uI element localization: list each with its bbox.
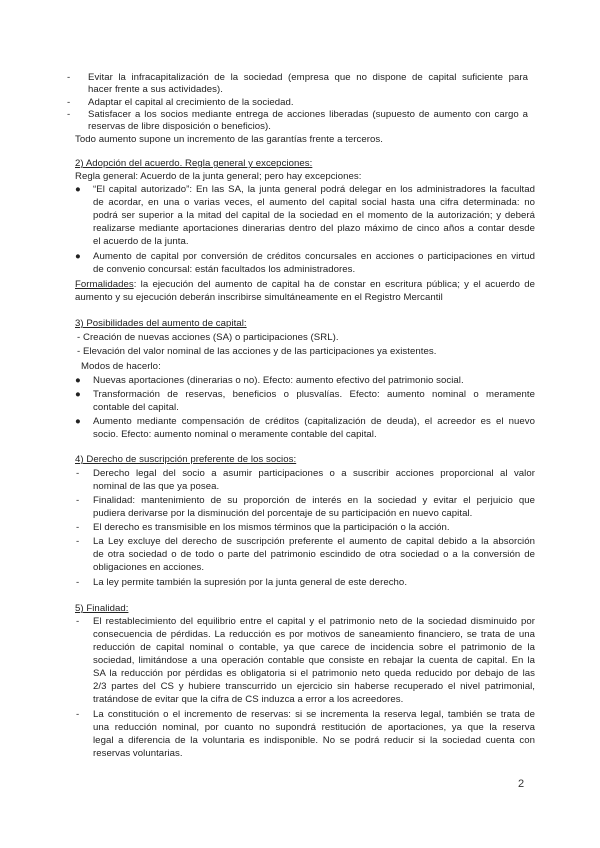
text-line: 2/3 partes del CS y hubiere transcurrido un ejercicio sin haberse recuperado el nivel patrimonial, (93, 681, 535, 692)
text-line: Derecho legal del socio a asumir participaciones o a suscribir acciones proporcional al valor (93, 468, 535, 479)
bullet-icon: ● (75, 184, 81, 195)
text-line: reducción de capital nominal o contable, ya que carece de incidencia sobre el patrimonio de la (93, 642, 535, 653)
modes-label: Modos de hacerlo: (81, 361, 161, 372)
text-line: de convenio concursal: están facultados los administradores. (93, 264, 356, 275)
section-4-heading: 4) Derecho de suscripción preferente de los socios: (75, 454, 297, 465)
section-2-heading: 2) Adopción del acuerdo. Regla general y excepciones: (75, 158, 313, 169)
text-line: Adaptar el capital al crecimiento de la sociedad. (88, 97, 294, 108)
list-marker: - (67, 72, 71, 83)
section-3-heading: 3) Posibilidades del aumento de capital: (75, 318, 247, 329)
text-line: de acordar, en una o varias veces, el aumento del capital social hasta una cifra determinada: no (93, 197, 535, 208)
text-line: Finalidad: mantenimiento de su proporción de interés en la sociedad y evitar el perjuicio que (93, 495, 535, 506)
text-line: Evitar la infracapitalización de la sociedad (empresa que no dispone de capital suficiente para (88, 72, 528, 83)
text-line: sociedad, limitándose a una operación contable que consiste en rebajar la cuenta de capital. En la (93, 655, 535, 666)
bullet-icon: ● (75, 375, 81, 386)
text-line: el acuerdo de la junta. (93, 236, 189, 247)
text-line: obligaciones en acciones. (93, 562, 205, 573)
text-line: La constitución o el incremento de reservas: si se incrementa la reserva legal, también se trata de (93, 709, 535, 720)
list-marker: - (76, 536, 80, 547)
rule-text: Regla general: Acuerdo de la junta general; pero hay excepciones: (75, 171, 362, 182)
text-line: aumento y su ejecución deberán inscribirse simultáneamente en el Registro Mercantil (75, 292, 443, 303)
text-line: de otra sociedad o de todo o parte del patrimonio escindido de otra sociedad o a la conversión de (93, 549, 535, 560)
list-marker: - (76, 468, 80, 479)
text-line: una reducción nominal, por cuanto no supondrá restitución de aportaciones, ya que la reserva (93, 722, 535, 733)
list-marker: - (76, 709, 80, 720)
text-line: “El capital autorizado”: En las SA, la junta general podrá delegar en los administradores la facultad (93, 184, 535, 195)
bullet-icon: ● (75, 416, 81, 427)
text-line: consecuencia de pérdidas. La reducción es por motivos de saneamiento financiero, se trata de una (93, 629, 535, 640)
list-marker: - (67, 109, 71, 120)
text-line: SA la reducción por pérdidas es obligatoria si el patrimonio neto queda reducido por debajo de las (93, 668, 535, 679)
text-line: La ley permite también la supresión por la junta general de este derecho. (93, 577, 408, 588)
list-marker: - (76, 616, 80, 627)
page-number: 2 (518, 778, 525, 790)
text-line: hacer frente a sus actividades). (88, 84, 223, 95)
text-line: reservas voluntarias. (93, 748, 183, 759)
text-line: reservas de libre disposición o beneficios). (88, 121, 271, 132)
formalidades-label: Formalidades (75, 279, 134, 290)
text-line: legal a diferencia de la voluntaria es indisponible. No se podrá reducir si la sociedad cuenta con (93, 735, 535, 746)
list-marker: - (76, 522, 80, 533)
intro-note: Todo aumento supone un incremento de las garantías frente a terceros. (75, 134, 383, 145)
text-line: podrá ser superior a la mitad del capital de la sociedad en el momento de la autorización; y deberá (93, 210, 535, 221)
text-line: El restablecimiento del equilibrio entre el capital y el patrimonio neto de la sociedad disminuido por (93, 616, 535, 627)
text-line: La Ley excluye del derecho de suscripción preferente el aumento de capital debido a la absorción (93, 536, 535, 547)
text-line: realizarse mediante aportaciones dinerarias dentro del plazo máximo de cinco años a contar desde (93, 223, 535, 234)
text-line: El derecho es transmisible en los mismos términos que la participación o la acción. (93, 522, 450, 533)
text-line: Satisfacer a los socios mediante entrega de acciones liberadas (supuesto de aumento con cargo a (88, 109, 528, 120)
text-line: tratándose de evitar que la cifra de CS induzca a error a los acreedores. (93, 694, 404, 705)
text-line: - Elevación del valor nominal de las acciones y de las participaciones ya existentes. (77, 346, 437, 357)
text-line: pudiera derivarse por la disminución del porcentaje de su participación en nuevo capital. (93, 508, 473, 519)
bullet-icon: ● (75, 251, 81, 262)
bullet-icon: ● (75, 389, 81, 400)
text-line: Aumento mediante compensación de créditos (capitalización de deuda), el acreedor es el nuevo (93, 416, 535, 427)
formalidades-line (75, 279, 535, 291)
text-line: nominal de las que ya posea. (93, 481, 220, 492)
text-line: socio. Efecto: aumento nominal o meramente contable del capital. (93, 429, 377, 440)
text-line: - Creación de nuevas acciones (SA) o participaciones (SRL). (77, 332, 339, 343)
text-line: Aumento de capital por conversión de créditos concursales en acciones o participaciones en virtud (93, 251, 535, 262)
list-marker: - (76, 577, 80, 588)
formalidades-text: : la ejecución del aumento de capital ha de constar en escritura pública; y el acuerdo de (133, 279, 535, 290)
text-line: Transformación de reservas, beneficios o plusvalías. Efecto: aumento nominal o meramente (93, 389, 535, 400)
text-line: contable del capital. (93, 402, 179, 413)
list-marker: - (76, 495, 80, 506)
text-line: Nuevas aportaciones (dinerarias o no). Efecto: aumento efectivo del patrimonio social. (93, 375, 464, 386)
list-marker: - (67, 97, 71, 108)
section-5-heading: 5) Finalidad: (75, 603, 129, 614)
